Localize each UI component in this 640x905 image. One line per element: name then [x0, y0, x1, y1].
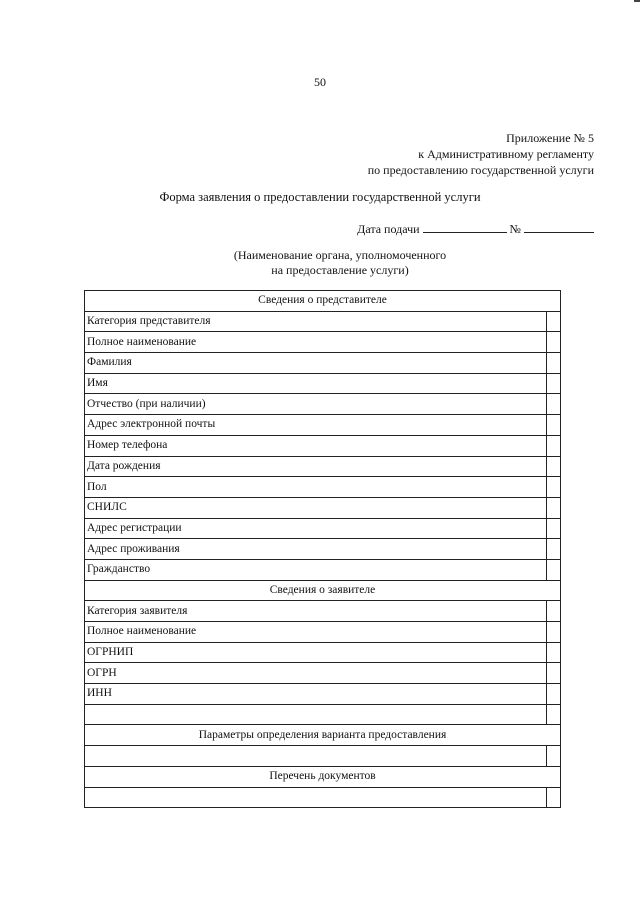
table-row — [85, 477, 561, 498]
field-label: Полное наименование — [85, 332, 547, 353]
organ-name — [0, 248, 640, 278]
field-value[interactable] — [547, 477, 561, 498]
table-row — [85, 518, 561, 539]
documents-header: Перечень документов — [85, 766, 561, 787]
submission-number-label: № — [509, 222, 521, 236]
form-title: Форма заявления о предоставлении государственной услуги — [159, 190, 481, 204]
field-value[interactable] — [547, 332, 561, 353]
table-row — [85, 456, 561, 477]
parameters-field[interactable] — [85, 746, 547, 767]
field-label: ОГРНИП — [85, 642, 547, 663]
submission-date-field[interactable] — [423, 232, 507, 233]
field-value[interactable] — [547, 539, 561, 560]
field-value[interactable] — [547, 746, 561, 767]
field-label: Дата рождения — [85, 456, 547, 477]
applicant-header-row — [85, 580, 561, 601]
field-label: Адрес регистрации — [85, 518, 547, 539]
table-row — [85, 663, 561, 684]
submission-number-field[interactable] — [524, 232, 594, 233]
table-row-empty — [85, 746, 561, 767]
table-row — [85, 559, 561, 580]
field-value[interactable] — [547, 642, 561, 663]
applicant-header: Сведения о заявителе — [85, 580, 561, 601]
field-label: Категория представителя — [85, 311, 547, 332]
organ-line-1: (Наименование органа, уполномоченного — [233, 248, 447, 262]
table-row — [85, 435, 561, 456]
appendix-block — [368, 130, 594, 178]
table-row — [85, 642, 561, 663]
documents-header-row — [85, 766, 561, 787]
page-number: 50 — [314, 75, 326, 89]
application-form-table — [84, 290, 561, 808]
appendix-line-1: Приложение № 5 — [506, 131, 594, 145]
scan-mark — [634, 0, 640, 2]
field-label: Категория заявителя — [85, 601, 547, 622]
field-label: Гражданство — [85, 559, 547, 580]
table-row — [85, 353, 561, 374]
field-value[interactable] — [547, 394, 561, 415]
field-label: Имя — [85, 373, 547, 394]
field-value[interactable] — [547, 601, 561, 622]
field-value[interactable] — [547, 497, 561, 518]
table-row — [85, 539, 561, 560]
field-value[interactable] — [547, 415, 561, 436]
field-value[interactable] — [547, 353, 561, 374]
field-value[interactable] — [547, 787, 561, 808]
field-value[interactable] — [547, 622, 561, 643]
field-label: Пол — [85, 477, 547, 498]
table-row — [85, 622, 561, 643]
representative-header-row — [85, 291, 561, 312]
table-row — [85, 394, 561, 415]
table-row — [85, 373, 561, 394]
field-label: Фамилия — [85, 353, 547, 374]
field-label: ОГРН — [85, 663, 547, 684]
table-row — [85, 311, 561, 332]
table-row — [85, 601, 561, 622]
table-row — [85, 332, 561, 353]
field-value[interactable] — [547, 518, 561, 539]
empty-field-label[interactable] — [85, 704, 547, 725]
field-value[interactable] — [547, 663, 561, 684]
field-value[interactable] — [547, 456, 561, 477]
parameters-header-row — [85, 725, 561, 746]
field-label: Адрес электронной почты — [85, 415, 547, 436]
field-label: Адрес проживания — [85, 539, 547, 560]
field-value[interactable] — [547, 435, 561, 456]
field-value[interactable] — [547, 684, 561, 705]
parameters-header: Параметры определения варианта предоставления — [85, 725, 561, 746]
submission-line — [357, 222, 594, 237]
table-row — [85, 684, 561, 705]
field-value[interactable] — [547, 704, 561, 725]
appendix-line-2: к Административному регламенту — [418, 147, 594, 161]
field-label: Номер телефона — [85, 435, 547, 456]
table-row — [85, 415, 561, 436]
field-value[interactable] — [547, 559, 561, 580]
field-label: ИНН — [85, 684, 547, 705]
field-value[interactable] — [547, 311, 561, 332]
documents-field[interactable] — [85, 787, 547, 808]
field-label: Отчество (при наличии) — [85, 394, 547, 415]
field-value[interactable] — [547, 373, 561, 394]
field-label: СНИЛС — [85, 497, 547, 518]
table-row-empty — [85, 787, 561, 808]
appendix-line-3: по предоставлению государственной услуги — [367, 163, 594, 177]
submission-date-label: Дата подачи — [357, 222, 420, 236]
representative-header: Сведения о представителе — [85, 291, 561, 312]
table-row-empty — [85, 704, 561, 725]
organ-line-2: на предоставление услуги) — [271, 263, 409, 277]
table-row — [85, 497, 561, 518]
field-label: Полное наименование — [85, 622, 547, 643]
